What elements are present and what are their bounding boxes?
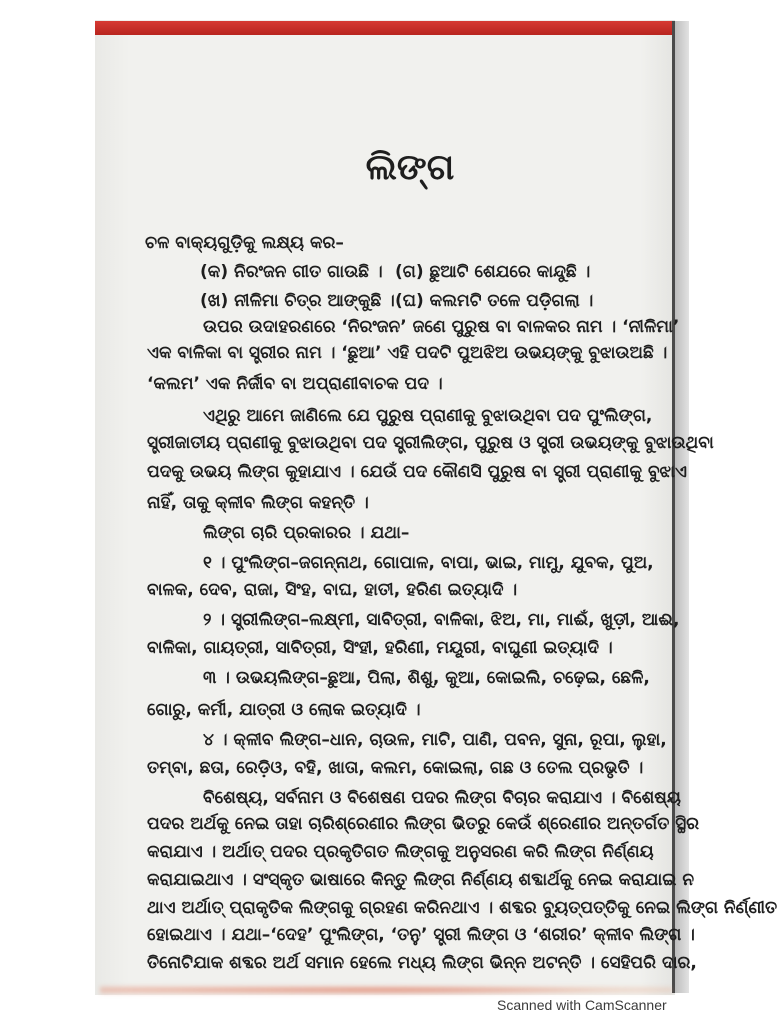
list-item-continuation: ଗୋରୁ, କର୍ମୀ, ଯାତ୍ରୀ ଓ ଲୋକ ଇତ୍ୟାଦି । [147,700,421,720]
example-ga: (ଗ) ଛୁଆଟି ଶେଯରେ କାନ୍ଦୁଛି । [395,262,591,282]
list-item-continuation: ବାଳିକା, ଗାୟତ୍ରୀ, ସାବିତ୍ରୀ, ସିଂହୀ, ହରିଣୀ, ମୟୂରୀ, ବାଘୁଣୀ ଇତ୍ୟାଦି । [147,638,613,658]
paragraph-line: ପଦକୁ ଉଭୟ ଲିଙ୍ଗ କୁହାଯାଏ । ଯେଉଁ ପଦ କୌଣସି ପୁରୁଷ ବା ସ୍ତ୍ରୀ ପ୍ରାଣୀକୁ ବୁଝାଏ [147,462,687,482]
paragraph-line: ବିଶେଷ୍ୟ, ସର୍ବନାମ ଓ ବିଶେଷଣ ପଦର ଲିଙ୍ଗ ବିଚାର କରାଯାଏ । ବିଶେଷ୍ୟ [203,788,681,808]
example-kha: (ଖ) ନୀଳିମା ଚିତ୍ର ଆଙ୍କୁଛି । [200,291,395,311]
list-item-continuation: ବାଳକ, ଦେବ, ରାଜା, ସିଂହ, ବାଘ, ହାତୀ, ହରିଣ ଇତ୍ୟାଦି । [147,580,518,600]
list-intro-line: ଲିଙ୍ଗ ଚାରି ପ୍ରକାରର । ଯଥା– [203,523,410,543]
paragraph-line: ନାହିଁ, ତାକୁ କ୍ଳୀବ ଲିଙ୍ଗ କହନ୍ତି । [147,493,369,513]
paragraph-line: ପଦର ଅର୍ଥକୁ ନେଇ ତାହା ଚାରିଶ୍ରେଣୀର ଲିଙ୍ଗ ଭିତରୁ କେଉଁ ଶ୍ରେଣୀର ଅନ୍ତର୍ଗତ ସ୍ଥିର [147,814,699,834]
paragraph-line: ଉପର ଉଦାହରଣରେ ‘ନିରଂଜନ’ ଜଣେ ପୁରୁଷ ବା ବାଳକର ନାମ । ‘ନୀଳିମା’ [203,317,680,337]
paragraph-line: ଥାଏ ଅର୍ଥାତ୍ ପ୍ରାକୃତିକ ଲିଙ୍ଗକୁ ଗ୍ରହଣ କରିନଥାଏ । ଶବ୍ଦର ବ୍ୟୁତ୍ପତ୍ତିକୁ ନେଇ ଲିଙ୍ଗ ନିର୍ଣ୍ଣୀତ [147,898,777,918]
list-item-continuation: ତମ୍ବା, ଛତା, ରେଡ଼ିଓ, ବହି, ଖାତା, କଲମ, କୋଇଲା, ଗଛ ଓ ତେଲ ପ୍ରଭୃତି । [147,758,644,778]
paragraph-line: ଏଥିରୁ ଆମେ ଜାଣିଲେ ଯେ ପୁରୁଷ ପ୍ରାଣୀକୁ ବୁଝାଉଥିବା ପଦ ପୁଂଲିଙ୍ଗ, [203,406,653,426]
list-item-neuter: ୪ । କ୍ଳୀବ ଲିଙ୍ଗ–ଧାନ, ଚାଉଳ, ମାଟି, ପାଣି, ପବନ, ସୁନା, ରୂପା, ଲୁହା, [203,730,667,750]
list-item-feminine: ୨ । ସ୍ତ୍ରୀଲିଙ୍ଗ–ଲକ୍ଷ୍ମୀ, ସାବିତ୍ରୀ, ବାଳିକା, ଝିଅ, ମା, ମାଈଁ, ଖୁଡ଼ୀ, ଆଈ, [203,610,680,630]
example-gha: (ଘ) କଲମଟି ତଳେ ପଡ଼ିଗଲା । [395,291,594,311]
list-item-common: ୩ । ଉଭୟଲିଙ୍ଗ–ଛୁଆ, ପିଲା, ଶିଶୁ, କୁଆ, କୋଇଲି, ଚଢ଼େଇ, ଛେଳି, [203,668,650,688]
list-item-masculine: ୧ । ପୁଂଲିଙ୍ଗ–ଜଗନ୍ନାଥ, ଗୋପାଳ, ବାପା, ଭାଇ, ମାମୁ, ଯୁବକ, ପୁଅ, [203,553,654,573]
paragraph-line: ଏକ ବାଳିକା ବା ସ୍ତ୍ରୀର ନାମ । ‘ଛୁଆ’ ଏହି ପଦଟି ପୁଅଝିଅ ଉଭୟଙ୍କୁ ବୁଝାଉଅଛି । [147,343,668,363]
paragraph-line: କରାଯାଏ । ଅର୍ଥାତ୍ ପଦର ପ୍ରକୃତିଗତ ଲିଙ୍ଗକୁ ଅନୁସରଣ କରି ଲିଙ୍ଗ ନିର୍ଣ୍ଣୟ [147,842,654,862]
paragraph-line: ତିନୋଟିଯାକ ଶବ୍ଦର ଅର୍ଥ ସମାନ ହେଲେ ମଧ୍ୟ ଲିଙ୍ଗ ଭିନ୍ନ ଅଟନ୍ତି । ସେହିପରି ଦାର, [147,953,697,973]
paragraph-line: ‘କଲମ’ ଏକ ନିର୍ଜୀବ ବା ଅପ୍ରାଣୀବାଚକ ପଦ । [147,374,443,394]
page-title: ଲିଙ୍ଗ [365,147,455,188]
instruction-line: ଚଳ ବାକ୍ୟଗୁଡ଼ିକୁ ଲକ୍ଷ୍ୟ କର– [145,233,344,253]
paragraph-line: ସ୍ତ୍ରୀଜାତୀୟ ପ୍ରାଣୀକୁ ବୁଝାଉଥିବା ପଦ ସ୍ତ୍ରୀଲିଙ୍ଗ, ପୁରୁଷ ଓ ସ୍ତ୍ରୀ ଉଭୟଙ୍କୁ ବୁଝାଉଥିବା [147,433,714,453]
paragraph-line: କରାଯାଇଥାଏ । ସଂସ୍କୃତ ଭାଷାରେ କିନ୍ତୁ ଲିଙ୍ଗ ନିର୍ଣ୍ଣୟ ଶବ୍ଦାର୍ଥକୁ ନେଇ କରାଯାଇ ନ [147,870,695,890]
paragraph-line: ହୋଇଥାଏ । ଯଥା–‘ଦେହ’ ପୁଂଲିଙ୍ଗ, ‘ତନୁ’ ସ୍ତ୍ରୀ ଲିଙ୍ଗ ଓ ‘ଶରୀର’ କ୍ଳୀବ ଲିଙ୍ଗ । [147,925,695,945]
example-ka: (କ) ନିରଂଜନ ଗୀତ ଗାଉଛି । [200,262,383,282]
scanner-watermark: Scanned with CamScanner [497,997,667,1013]
